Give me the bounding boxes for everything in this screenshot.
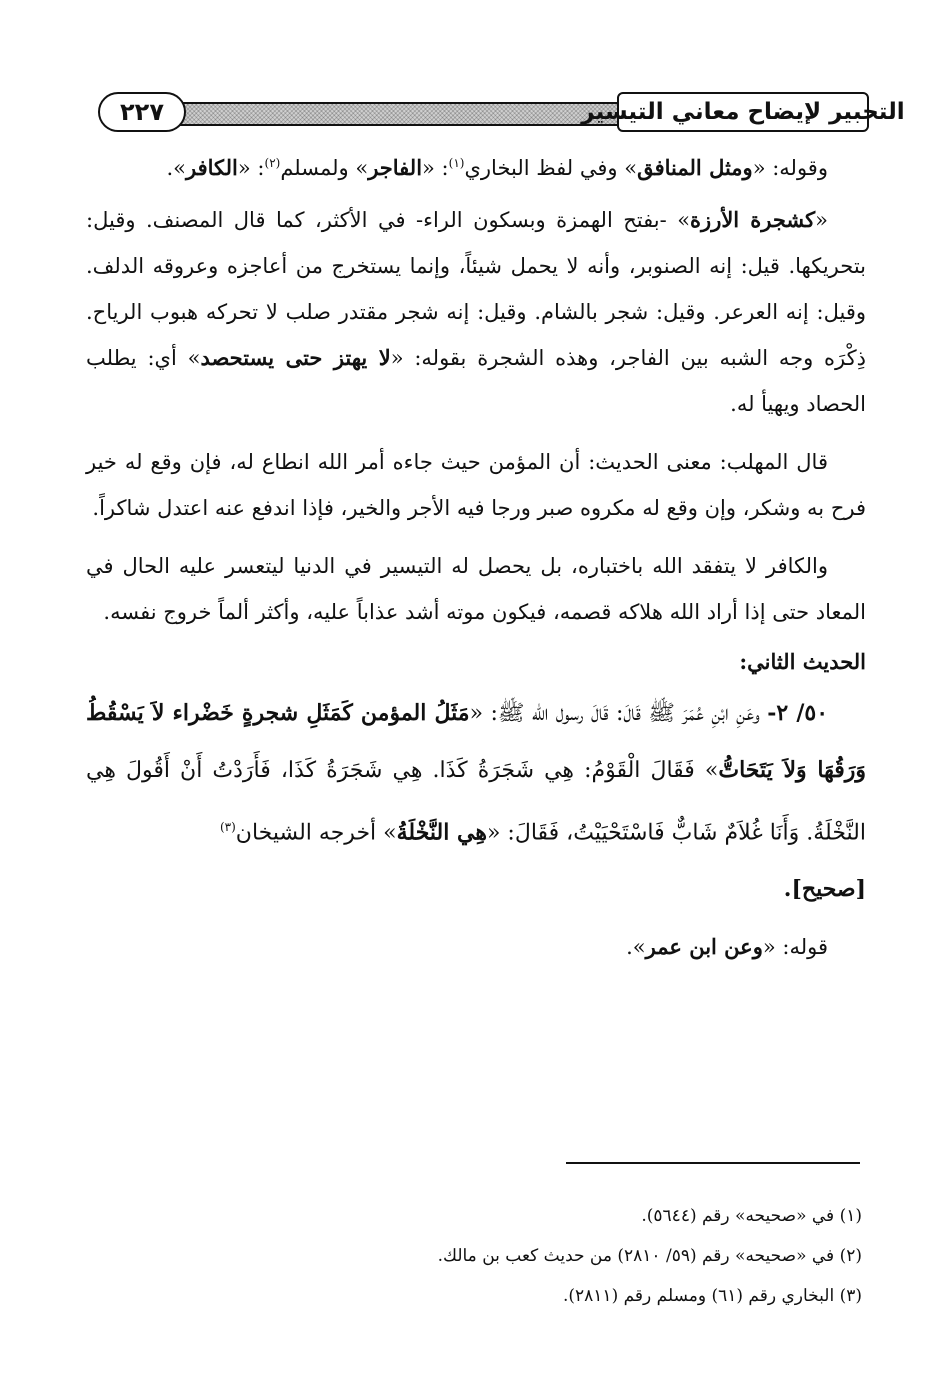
footnotes <box>86 1196 862 1316</box>
paragraph-3: قال المهلب: معنى الحديث: أن المؤمن حيث جاءه أمر الله انطاع له، فإن وقع له خير فرح به وشكر، وإن وقع له مكروه صبر ورجا فيه الأجر والخير، فإذا اندفع عنه اعتدل شاكراً. <box>86 450 866 520</box>
book-title-badge <box>581 92 905 132</box>
footnote-divider <box>566 1162 860 1164</box>
footnote-3: (٣) البخاري رقم (٦١) ومسلم رقم (٢٨١١). <box>562 1286 862 1306</box>
footnote-ref-2[interactable]: (٢) <box>264 156 281 170</box>
paragraph-1: وقوله: «ومثل المنافق» وفي لفظ البخاري$^{(١)}$: «الفاجر» ولمسلم$^{(٢)}$: «الكافر». <box>166 155 828 180</box>
main-text <box>86 140 866 970</box>
page-number-badge <box>98 92 186 132</box>
paragraph-5: قوله: «وعن ابن عمر». <box>626 934 828 960</box>
hadith-number: ٥٠/ ٢- <box>767 700 829 726</box>
footnote-1: (١) في «صحيحه» رقم (٥٦٤٤). <box>641 1206 862 1226</box>
paragraph-4: والكافر لا يتفقد الله باختباره، بل يحصل له التيسير في الدنيا ليتعسر عليه الحال في المعاد حتى إذا أراد الله هلاكه قصمه، فيكون موته أشد عذاباً عليه، وأكثر ألماً خروج نفسه. <box>86 554 866 624</box>
book-title: التحبير لإيضاح معاني التيسير <box>581 99 905 125</box>
footnote-ref-3[interactable]: (٣) <box>219 820 236 834</box>
section-heading: الحديث الثاني: <box>739 649 866 674</box>
footnote-2: (٢) في «صحيحه» رقم (٥٩/ ٢٨١٠) من حديث كعب بن مالك. <box>437 1246 862 1266</box>
paragraph-2: «كشجرة الأرزة» -بفتح الهمزة وبسكون الراء- في الأكثر، كما قال المصنف. وقيل: بتحريكها. قيل: إنه الصنوبر، وأنه لا يحمل شيئاً، وإنما يستخرج من أعاجزه وعروقه الدلف. وقيل: إنه العرعر. وقيل: شجر بالشام. وقيل: إنه شجر مقتدر صلب لا تحركه هبوب الرياح. ذِكْرَه وجه الشبه بين الفاجر، وهذه الشجرة بقوله: «لا يهتز حتى يستحصد» أي: يطلب الحصاد ويهيأ له. <box>86 207 866 416</box>
hadith-grade: [صحيح]. <box>783 876 866 903</box>
page-header <box>84 92 905 136</box>
page-number: ٢٢٧ <box>120 98 164 126</box>
header-ornament-band <box>164 102 619 126</box>
footnote-ref-1[interactable]: (١) <box>448 156 465 170</box>
hadith-text: ٥٠/ ٢- وعَنِ ابْنِ عُمَرَ ﷺ قَالَ: قَالَ رسول الله ﷺ: «مَثَلُ المؤمن كَمَثَلِ شجرةٍ خَضْراء لاَ يَسْقُطُ وَرَقُهَا وَلاَ يَتَحَاتُّ» فَقَالَ الْقَوْمُ: هِي شَجَرَةُ كَذَا. هِي شَجَرَةُ كَذَا، فَأَرَدْتُ أَنْ أَقُولَ هِي النَّخْلَةُ. وَأَنَا غُلاَمٌ شَابٌّ فَاسْتَحْيَيْتُ، فَقَالَ: «هِي النَّخْلَةُ» أخرجه الشيخان$^{(٣)}$ [صحيح]. <box>86 700 866 903</box>
